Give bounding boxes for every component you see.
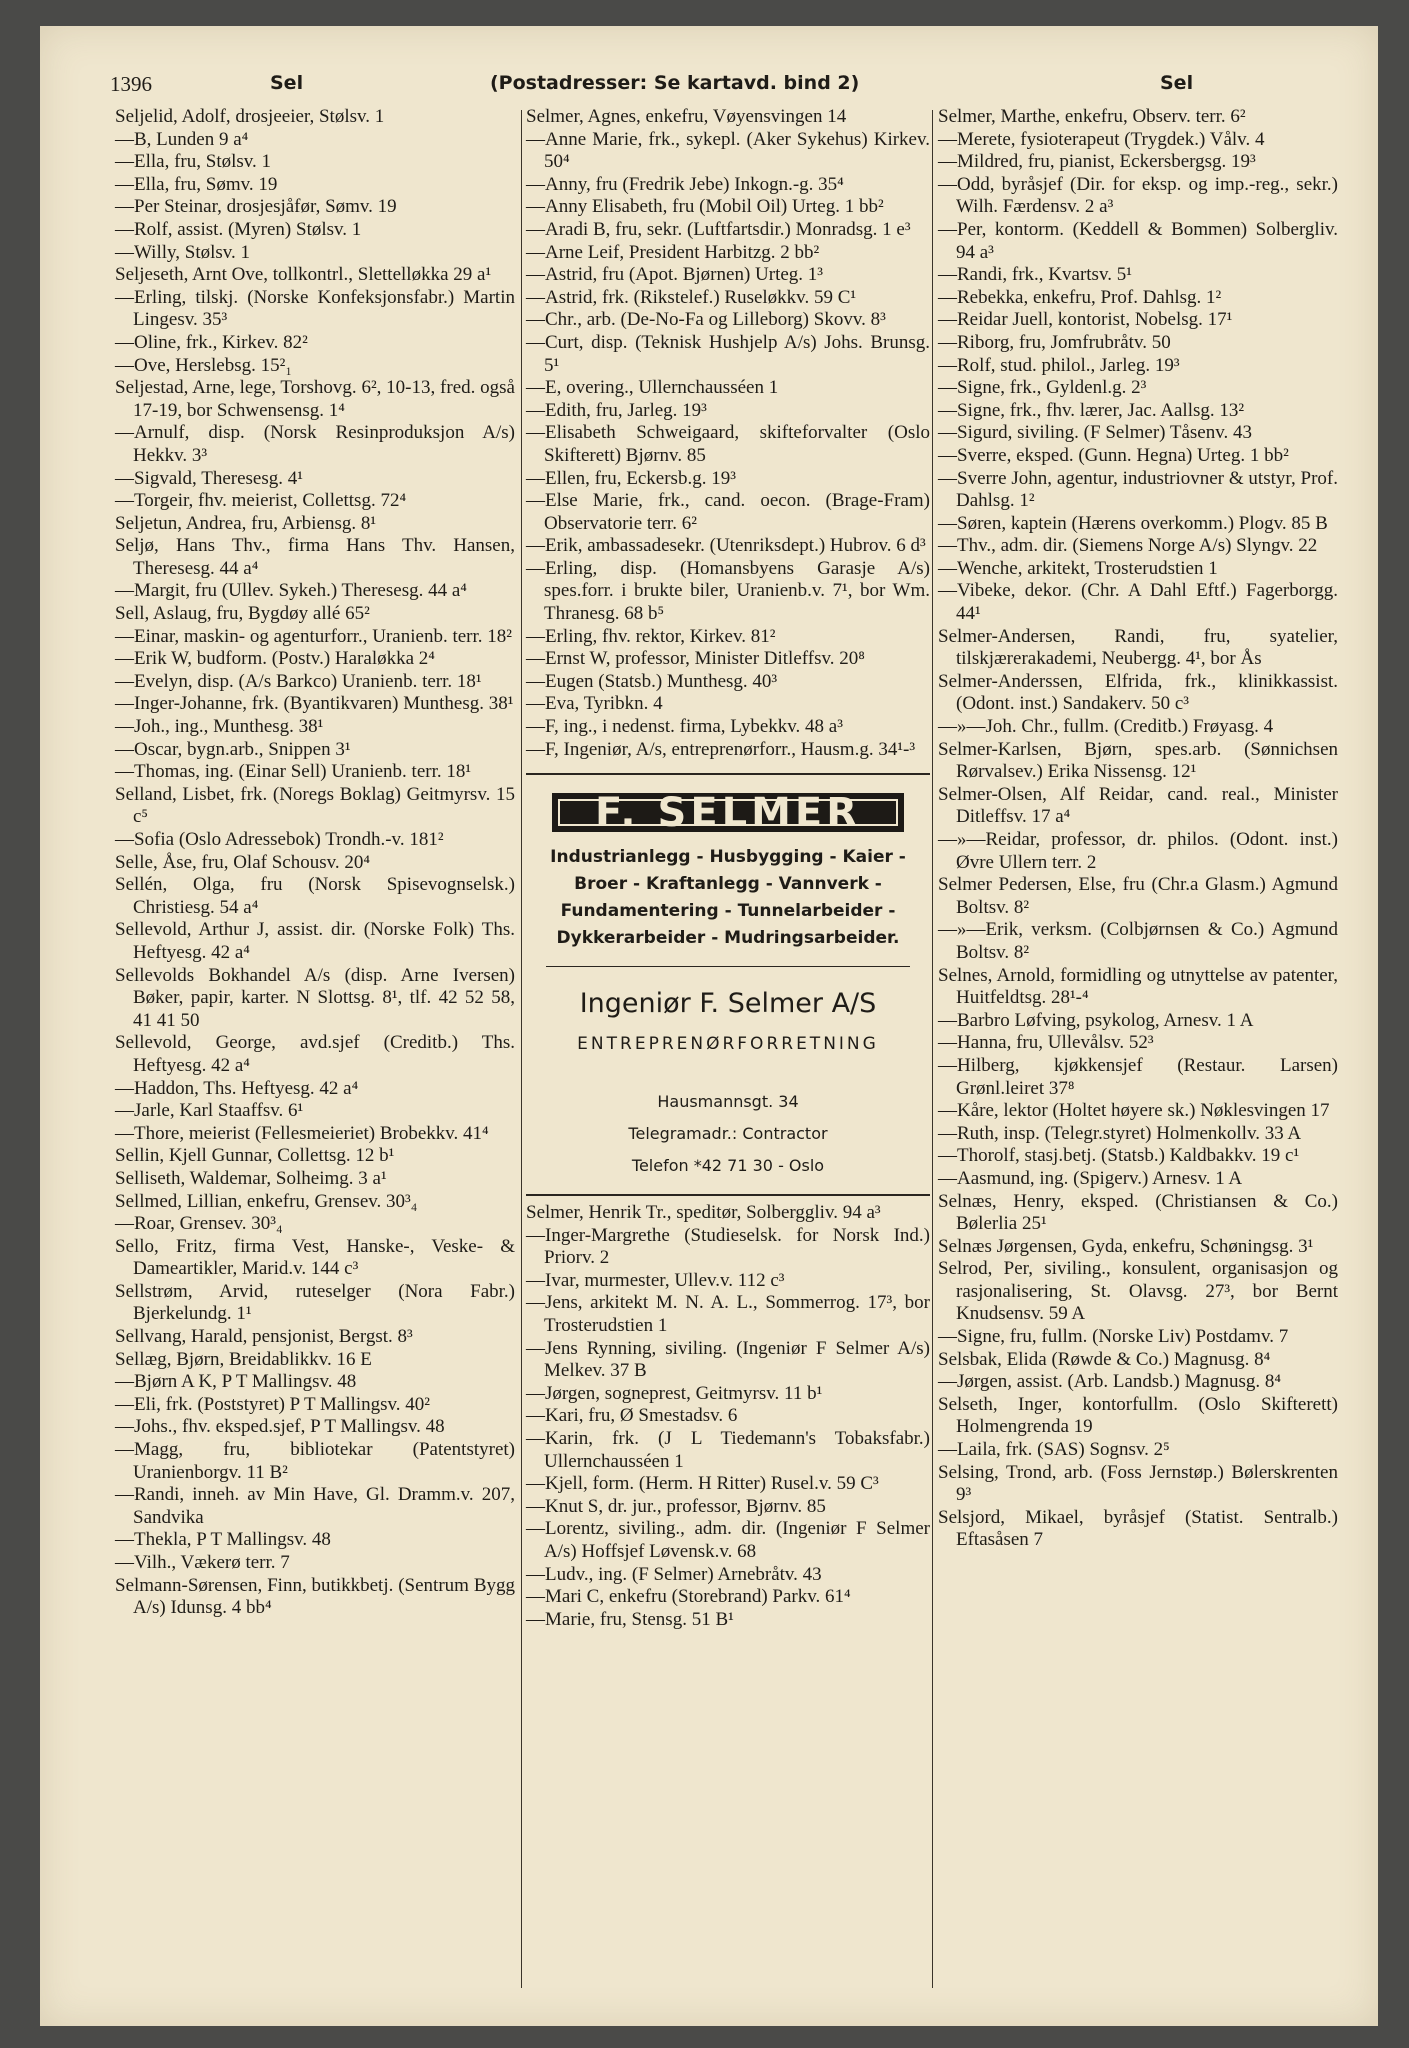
column-1 bbox=[115, 106, 515, 1986]
directory-entry: —Jarle, Karl Staaffsv. 6¹ bbox=[115, 1100, 304, 1122]
directory-entry: —Thekla, P T Mallingsv. 48 bbox=[115, 1529, 331, 1551]
directory-entry: —Aasmund, ing. (Spigerv.) Arnesv. 1 A bbox=[938, 1167, 1243, 1189]
directory-entry: Selliseth, Waldemar, Solheimg. 3 a¹ bbox=[115, 1167, 387, 1189]
directory-entry: Selland, Lisbet, frk. (Noregs Boklag) Geitmyrsv. 15 c⁵ bbox=[115, 783, 515, 828]
directory-entry: —Astrid, frk. (Rikstelef.) Ruseløkkv. 59 C¹ bbox=[526, 286, 857, 308]
directory-entry: —Randi, frk., Kvartsv. 5¹ bbox=[938, 264, 1132, 286]
directory-entry: —Willy, Stølsv. 1 bbox=[115, 241, 251, 263]
directory-entry: —Erik, ambassadesekr. (Utenriksdept.) Hubrov. 6 d³ bbox=[526, 535, 926, 557]
directory-entry: —Randi, inneh. av Min Have, Gl. Dramm.v. 207, Sandvika bbox=[115, 1484, 515, 1528]
directory-entry: Sellin, Kjell Gunnar, Collettsg. 12 b¹ bbox=[115, 1145, 395, 1167]
directory-entry: —Evelyn, disp. (A/s Barkco) Uranienb. terr. 18¹ bbox=[115, 670, 482, 692]
directory-entry: —Signe, fru, fullm. (Norske Liv) Postdamv. 7 bbox=[938, 1326, 1289, 1348]
directory-entry: —Mildred, fru, pianist, Eckersbergsg. 19³ bbox=[938, 151, 1256, 173]
directory-entry: —Sigvald, Theresesg. 4¹ bbox=[115, 467, 303, 489]
directory-entry: Selnæs Jørgensen, Gyda, enkefru, Schøningsg. 3¹ bbox=[938, 1235, 1314, 1257]
page-number: 1396 bbox=[110, 72, 152, 96]
directory-entry: Sello, Fritz, firma Vest, Hanske-, Veske- & Dameartikler, Marid.v. 144 c³ bbox=[115, 1235, 515, 1280]
directory-entry: —E, overing., Ullernchausséen 1 bbox=[526, 377, 779, 399]
directory-entry: —Arne Leif, President Harbitzg. 2 bb² bbox=[526, 241, 820, 263]
directory-entry: —Haddon, Ths. Heftyesg. 42 a⁴ bbox=[115, 1077, 359, 1099]
directory-entry: Selmer, Agnes, enkefru, Vøyensvingen 14 bbox=[526, 106, 847, 127]
directory-entry: —Rolf, assist. (Myren) Stølsv. 1 bbox=[115, 218, 362, 240]
directory-entry: —»—Reidar, professor, dr. philos. (Odont. inst.) Øvre Ullern terr. 2 bbox=[938, 829, 1338, 873]
directory-entry: Sellvang, Harald, pensjonist, Bergst. 8³ bbox=[115, 1326, 413, 1348]
directory-entry: —Vilh., Vækerø terr. 7 bbox=[115, 1552, 290, 1573]
column-2-top-entries bbox=[526, 106, 930, 761]
ad-services-line: Broer - Kraftanlegg - Vannverk - bbox=[574, 873, 882, 894]
directory-entry: —Eugen (Statsb.) Munthesg. 40³ bbox=[526, 670, 778, 692]
directory-entry: —Sigurd, siviling. (F Selmer) Tåsenv. 43 bbox=[938, 422, 1253, 444]
directory-entry: Selrod, Per, siviling., konsulent, organisasjon og rasjonalisering, St. Olavsg. 27³, bor Bernt Knudsensv. 59 A bbox=[938, 1258, 1338, 1325]
directory-entry: —Aradi B, fru, sekr. (Luftfartsdir.) Monradsg. 1 e³ bbox=[526, 218, 911, 240]
directory-entry: Seljestad, Arne, lege, Torshovg. 6², 10-13, fred. også 17-19, bor Schwensensg. 1⁴ bbox=[115, 377, 515, 421]
directory-entry: Sell, Aslaug, fru, Bygdøy allé 65² bbox=[115, 603, 370, 625]
directory-entry: —F, ing., i nedenst. firma, Lybekkv. 48 a³ bbox=[526, 716, 843, 738]
directory-entry: —Oscar, bygn.arb., Snippen 3¹ bbox=[115, 738, 351, 760]
directory-entry: —Erik W, budform. (Postv.) Haraløkka 2⁴ bbox=[115, 648, 435, 670]
directory-entry: —Erling, fhv. rektor, Kirkev. 81² bbox=[526, 625, 776, 647]
column-3 bbox=[938, 106, 1338, 1986]
directory-entry: —Signe, frk., Gyldenl.g. 2³ bbox=[938, 377, 1147, 399]
column-divider bbox=[521, 110, 522, 1988]
directory-entry: —Thv., adm. dir. (Siemens Norge A/s) Slyngv. 22 bbox=[938, 535, 1318, 557]
ad-phone: Telefon *42 71 30 - Oslo bbox=[631, 1156, 825, 1175]
directory-entry: —Einar, maskin- og agenturforr., Uranienb. terr. 18² bbox=[115, 625, 512, 647]
directory-entry: Selmer-Anderssen, Elfrida, frk., klinikkassist. (Odont. inst.) Sandakerv. 50 c³ bbox=[938, 670, 1338, 715]
selmer-logo: F. SELMER bbox=[552, 793, 904, 832]
directory-entry: Sellevold, George, avd.sjef (Creditb.) Ths. Heftyesg. 42 a⁴ bbox=[115, 1032, 515, 1076]
selmer-advertisement bbox=[526, 773, 930, 1196]
page-header bbox=[110, 64, 1320, 104]
directory-entry: Selseth, Inger, kontorfullm. (Oslo Skifterett) Holmengrenda 19 bbox=[938, 1393, 1338, 1438]
directory-entry: —Søren, kaptein (Hærens overkomm.) Plogv. 85 B bbox=[938, 512, 1328, 534]
directory-entry: —Jørgen, sogneprest, Geitmyrsv. 11 b¹ bbox=[526, 1382, 823, 1404]
directory-entry: —Ellen, fru, Eckersb.g. 19³ bbox=[526, 467, 736, 489]
directory-entry: —Hanna, fru, Ullevålsv. 52³ bbox=[938, 1032, 1154, 1054]
directory-entry: —Bjørn A K, P T Mallingsv. 48 bbox=[115, 1371, 357, 1393]
directory-entry: —Inger-Johanne, frk. (Byantikvaren) Munthesg. 38¹ bbox=[115, 693, 514, 715]
directory-entry: —Jørgen, assist. (Arb. Landsb.) Magnusg. 8⁴ bbox=[938, 1371, 1281, 1393]
directory-entry: —Inger-Margrethe (Studieselsk. for Norsk Ind.) Priorv. 2 bbox=[526, 1224, 930, 1269]
directory-entry: —Ella, fru, Stølsv. 1 bbox=[115, 151, 272, 173]
directory-entry: —Reidar Juell, kontorist, Nobelsg. 17¹ bbox=[938, 309, 1233, 331]
directory-entry: —Riborg, fru, Jomfrubråtv. 50 bbox=[938, 331, 1171, 353]
ad-subtitle: ENTREPRENØRFORRETNING bbox=[577, 1034, 879, 1055]
directory-entry: —Hilberg, kjøkkensjef (Restaur. Larsen) Grønl.leiret 37⁸ bbox=[938, 1054, 1338, 1099]
directory-entry: —Anny Elisabeth, fru (Mobil Oil) Urteg. 1 bb² bbox=[526, 196, 884, 218]
directory-entry: —Odd, byråsjef (Dir. for eksp. og imp.-reg., sekr.) Wilh. Færdensv. 2 a³ bbox=[938, 173, 1338, 218]
directory-entry: —Per, kontorm. (Keddell & Bommen) Solbergliv. 94 a³ bbox=[938, 218, 1338, 263]
header-left-word: Sel bbox=[270, 72, 304, 94]
ad-telegram: Telegramadr.: Contractor bbox=[628, 1124, 828, 1143]
ad-address: Hausmannsgt. 34 bbox=[657, 1092, 799, 1111]
directory-entry: Selmann-Sørensen, Finn, butikkbetj. (Sentrum Bygg A/s) Idunsg. 4 bb⁴ bbox=[115, 1574, 515, 1619]
directory-entry: —Barbro Løfving, psykolog, Arnesv. 1 A bbox=[938, 1009, 1254, 1031]
directory-entry: —Ruth, insp. (Telegr.styret) Holmenkollv. 33 A bbox=[938, 1122, 1302, 1144]
directory-entry: Selsing, Trond, arb. (Foss Jernstøp.) Bølerskrenten 9³ bbox=[938, 1461, 1338, 1506]
directory-entry: —Knut S, dr. jur., professor, Bjørnv. 85 bbox=[526, 1495, 826, 1517]
directory-entry: —»—Erik, verksm. (Colbjørnsen & Co.) Agmund Boltsv. 8² bbox=[938, 919, 1338, 963]
directory-entry: —Jens, arkitekt M. N. A. L., Sommerrog. 17³, bor Trosterudstien 1 bbox=[526, 1292, 930, 1336]
directory-entry: —Sverre John, agentur, industriovner & utstyr, Prof. Dahlsg. 1² bbox=[938, 467, 1338, 512]
directory-entry: —Eli, frk. (Poststyret) P T Mallingsv. 40² bbox=[115, 1393, 430, 1415]
directory-entry: —Merete, fysioterapeut (Trygdek.) Vålv. 4 bbox=[938, 128, 1265, 150]
directory-entry: Selmer Pedersen, Else, fru (Chr.a Glasm.) Agmund Boltsv. 8² bbox=[938, 874, 1338, 918]
directory-entry: —Else Marie, frk., cand. oecon. (Brage-Fram) Observatorie terr. 6² bbox=[526, 490, 930, 534]
directory-entry: —Margit, fru (Ullev. Sykeh.) Theresesg. 44 a⁴ bbox=[115, 580, 467, 602]
directory-entry: Selle, Åse, fru, Olaf Schousv. 20⁴ bbox=[115, 851, 370, 873]
directory-entry: Seljø, Hans Thv., firma Hans Thv. Hansen, Theresesg. 44 a⁴ bbox=[115, 535, 515, 579]
directory-entry: Selsjord, Mikael, byråsjef (Statist. Sentralb.) Eftasåsen 7 bbox=[938, 1506, 1338, 1551]
ad-services-line: Industrianlegg - Husbygging - Kaier - bbox=[550, 846, 906, 867]
directory-entry: Sellstrøm, Arvid, ruteselger (Nora Fabr.) Bjerkelundg. 1¹ bbox=[115, 1280, 515, 1325]
directory-entry: —Kari, fru, Ø Smestadsv. 6 bbox=[526, 1405, 738, 1427]
ad-separator bbox=[546, 966, 910, 967]
directory-entry: —Chr., arb. (De-No-Fa og Lilleborg) Skovv. 8³ bbox=[526, 309, 886, 331]
directory-entry: —F, Ingeniør, A/s, entreprenørforr., Hausm.g. 34¹-³ bbox=[526, 738, 916, 760]
directory-entry: —Johs., fhv. eksped.sjef, P T Mallingsv. 48 bbox=[115, 1416, 445, 1438]
directory-entry: —Curt, disp. (Teknisk Hushjelp A/s) Johs. Brunsg. 5¹ bbox=[526, 331, 930, 376]
column-divider bbox=[932, 110, 933, 1988]
directory-entry: —Eva, Tyribkn. 4 bbox=[526, 693, 663, 715]
directory-entry: Sellevold, Arthur J, assist. dir. (Norske Folk) Ths. Heftyesg. 42 a⁴ bbox=[115, 919, 515, 963]
column-2 bbox=[526, 106, 930, 1986]
directory-entry: —Rebekka, enkefru, Prof. Dahlsg. 1² bbox=[938, 286, 1222, 308]
ad-services-line: Fundamentering - Tunnelarbeider - bbox=[560, 900, 896, 921]
directory-entry: —Per Steinar, drosjesjåfør, Sømv. 19 bbox=[115, 196, 397, 218]
directory-entry: —Thorolf, stasj.betj. (Statsb.) Kaldbakkv. 19 c¹ bbox=[938, 1145, 1300, 1167]
directory-entry: —Wenche, arkitekt, Trosterudstien 1 bbox=[938, 557, 1218, 579]
directory-entry: Seljeseth, Arnt Ove, tollkontrl., Slettelløkka 29 a¹ bbox=[115, 264, 492, 286]
directory-entry: —Thomas, ing. (Einar Sell) Uranienb. terr. 18¹ bbox=[115, 761, 472, 783]
directory-entry: Selnes, Arnold, formidling og utnyttelse av patenter, Huitfeldtsg. 28¹-⁴ bbox=[938, 964, 1338, 1009]
header-right-word: Sel bbox=[1160, 72, 1194, 94]
ad-company-name: Ingeniør F. Selmer A/S bbox=[579, 987, 877, 1019]
directory-entry: —Ivar, murmester, Ullev.v. 112 c³ bbox=[526, 1269, 785, 1291]
directory-entry: Selmer-Andersen, Randi, fru, syatelier, tilskjærerakademi, Neubergg. 4¹, bor Ås bbox=[938, 625, 1338, 670]
directory-entry: —Arnulf, disp. (Norsk Resinproduksjon A/s) Hekkv. 3³ bbox=[115, 422, 515, 466]
directory-entry: —Sofia (Oslo Adressebok) Trondh.-v. 181² bbox=[115, 829, 444, 850]
directory-entry: —B, Lunden 9 a⁴ bbox=[115, 128, 249, 150]
directory-entry: Selnæs, Henry, eksped. (Christiansen & Co.) Bølerlia 25¹ bbox=[938, 1190, 1338, 1235]
directory-entry: —Ove, Herslebsg. 15²₁ bbox=[115, 354, 292, 376]
directory-entry: —Ludv., ing. (F Selmer) Arnebråtv. 43 bbox=[526, 1563, 822, 1585]
directory-entry: Sellæg, Bjørn, Breidablikkv. 16 E bbox=[115, 1348, 372, 1370]
directory-entry: —Mari C, enkefru (Storebrand) Parkv. 61⁴ bbox=[526, 1586, 851, 1608]
directory-entry: —Magg, fru, bibliotekar (Patentstyret) Uranienborgv. 11 B² bbox=[115, 1439, 515, 1483]
directory-entry: —Joh., ing., Munthesg. 38¹ bbox=[115, 716, 324, 738]
directory-entry: —Erling, disp. (Homansbyens Garasje A/s) spes.forr. i brukte biler, Uranienb.v. 7¹, bor Wm. Thranesg. 68 b⁵ bbox=[526, 557, 930, 625]
directory-entry: —Laila, frk. (SAS) Sognsv. 2⁵ bbox=[938, 1439, 1170, 1461]
directory-entry: —Elisabeth Schweigaard, skifteforvalter (Oslo Skifterett) Bjørnv. 85 bbox=[526, 422, 930, 466]
column-2-bottom-entries bbox=[526, 1202, 930, 1631]
directory-entry: —Kjell, form. (Herm. H Ritter) Rusel.v. 59 C³ bbox=[526, 1473, 879, 1495]
directory-entry: —Ernst W, professor, Minister Ditleffsv. 20⁸ bbox=[526, 648, 865, 670]
directory-entry: Sellevolds Bokhandel A/s (disp. Arne Iversen) Bøker, papir, karter. N Slottsg. 8¹, tlf. 42 52 58, 41 41 50 bbox=[115, 964, 515, 1031]
directory-entry: Sellén, Olga, fru (Norsk Spisevognselsk.) Christiesg. 54 a⁴ bbox=[115, 874, 515, 918]
directory-entry: —Anne Marie, frk., sykepl. (Aker Sykehus) Kirkev. 50⁴ bbox=[526, 128, 930, 173]
directory-entry: Selsbak, Elida (Røwde & Co.) Magnusg. 8⁴ bbox=[938, 1348, 1271, 1370]
directory-entry: —Jens Rynning, siviling. (Ingeniør F Selmer A/s) Melkev. 37 B bbox=[526, 1337, 930, 1382]
directory-entry: —Torgeir, fhv. meierist, Collettsg. 72⁴ bbox=[115, 490, 407, 512]
directory-entry: —Rolf, stud. philol., Jarleg. 19³ bbox=[938, 354, 1180, 376]
directory-entry: —Sverre, eksped. (Gunn. Hegna) Urteg. 1 bb² bbox=[938, 444, 1289, 466]
directory-entry: Selmer-Karlsen, Bjørn, spes.arb. (Sønnichsen Rørvalsev.) Erika Nissensg. 12¹ bbox=[938, 738, 1338, 783]
directory-entry: Sellmed, Lillian, enkefru, Grensev. 30³₄ bbox=[115, 1190, 418, 1212]
directory-entry: Seljelid, Adolf, drosjeeier, Stølsv. 1 bbox=[115, 106, 385, 127]
directory-entry: Seljetun, Andrea, fru, Arbiensg. 8¹ bbox=[115, 512, 377, 534]
directory-entry: Selmer-Olsen, Alf Reidar, cand. real., Minister Ditleffsv. 17 a⁴ bbox=[938, 783, 1338, 828]
directory-entry: —Edith, fru, Jarleg. 19³ bbox=[526, 399, 707, 421]
directory-entry: Selmer, Henrik Tr., speditør, Solberggliv. 94 a³ bbox=[526, 1202, 881, 1223]
directory-entry: —Kåre, lektor (Holtet høyere sk.) Nøklesvingen 17 bbox=[938, 1100, 1330, 1122]
directory-entry: —Anny, fru (Fredrik Jebe) Inkogn.-g. 35⁴ bbox=[526, 173, 844, 195]
directory-entry: —Astrid, fru (Apot. Bjørnen) Urteg. 1³ bbox=[526, 264, 823, 286]
directory-entry: —Ella, fru, Sømv. 19 bbox=[115, 173, 278, 195]
directory-entry: —Karin, frk. (J L Tiedemann's Tobaksfabr.) Ullernchausséen 1 bbox=[526, 1427, 930, 1472]
directory-entry: —»—Joh. Chr., fullm. (Creditb.) Frøyasg. 4 bbox=[938, 716, 1274, 738]
directory-page bbox=[40, 26, 1378, 2026]
directory-entry: —Erling, tilskj. (Norske Konfeksjonsfabr.) Martin Lingesv. 35³ bbox=[115, 286, 515, 331]
directory-entry: —Signe, frk., fhv. lærer, Jac. Aallsg. 13² bbox=[938, 399, 1245, 421]
directory-entry: —Marie, fru, Stensg. 51 B¹ bbox=[526, 1608, 734, 1630]
directory-entry: —Lorentz, siviling., adm. dir. (Ingeniør F Selmer A/s) Hoffsjef Løvensk.v. 68 bbox=[526, 1518, 930, 1562]
directory-entry: —Oline, frk., Kirkev. 82² bbox=[115, 331, 308, 353]
directory-entry: —Thore, meierist (Fellesmeieriet) Brobekkv. 41⁴ bbox=[115, 1122, 489, 1144]
directory-entry: —Roar, Grensev. 30³₄ bbox=[115, 1213, 283, 1235]
ad-services-line: Dykkerarbeider - Mudringsarbeider. bbox=[556, 927, 900, 948]
directory-entry: —Vibeke, dekor. (Chr. A Dahl Eftf.) Fagerborgg. 44¹ bbox=[938, 580, 1338, 625]
header-center-note: (Postadresser: Se kartavd. bind 2) bbox=[490, 72, 860, 94]
directory-entry: Selmer, Marthe, enkefru, Observ. terr. 6² bbox=[938, 106, 1246, 127]
